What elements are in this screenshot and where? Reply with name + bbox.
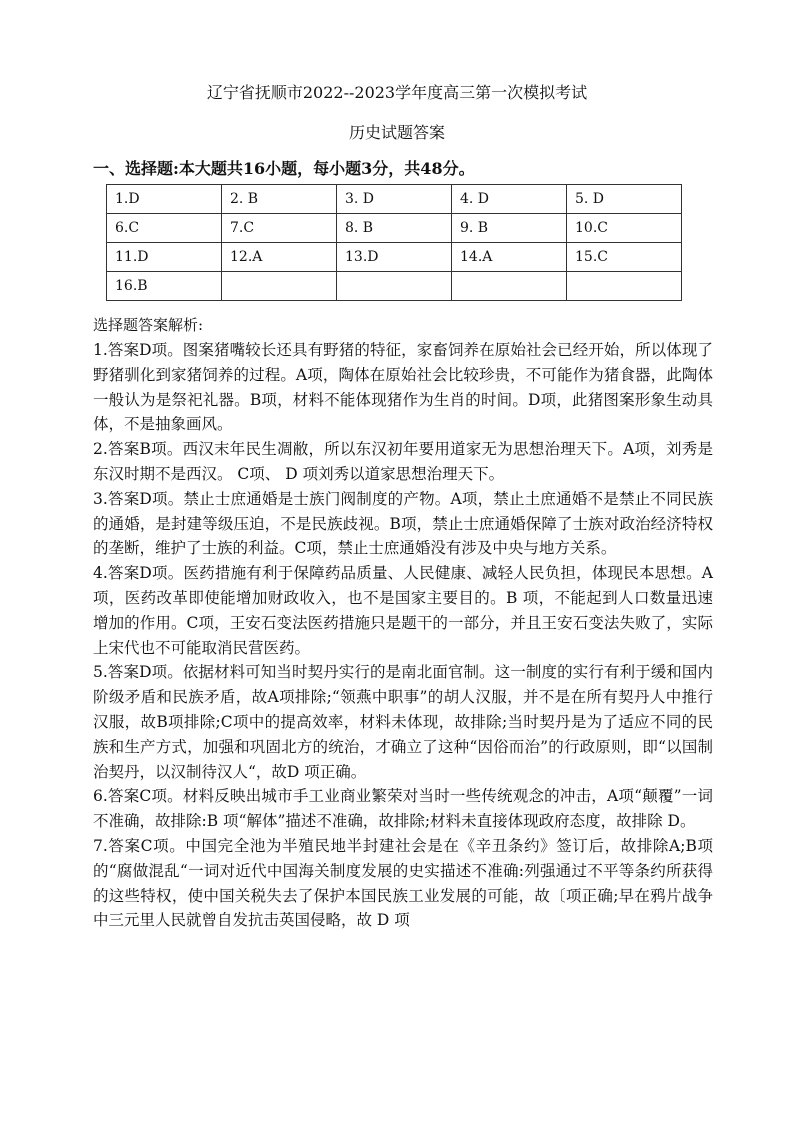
analysis-paragraph: 3.答案D项。禁止士庶通婚是士族门阀制度的产物。A项，禁止土庶通婚不是禁止不同民族的通婚，是封建等级压迫，不是民族歧视。B项，禁止士庶通婚保障了士族对政治经济特权的垄断，维护了士族的利益。C项，禁止士庶通婚没有涉及中央与地方关系。 [93, 489, 713, 558]
table-row [107, 243, 682, 272]
answer-cell [567, 272, 682, 301]
answer-cell: 15.C [567, 243, 682, 272]
answer-cell: 6.C [107, 214, 222, 243]
answer-cell: 5. D [567, 185, 682, 214]
answer-cell: 7.C [222, 214, 337, 243]
analysis-paragraph: 5.答案D项。依据材料可知当时契丹实行的是南北面官制。这一制度的实行有利于缓和国内阶级矛盾和民族矛盾，故A项排除;“领燕中职事”的胡人汉服，并不是在所有契丹人中推行汉服，故B项排除;C项中的提高效率，材料未体现，故排除;当时契丹是为了适应不同的民族和生产方式，加强和巩固北方的统治，才确立了这种“因俗而治”的行政原则，即“以国制治契丹，以汉制待汉人“，故D 项正确。 [93, 663, 713, 781]
answer-cell: 3. D [337, 185, 452, 214]
answer-cell: 4. D [452, 185, 567, 214]
answer-cell: 1.D [107, 185, 222, 214]
document-subtitle: 历史试题答案 [348, 123, 445, 142]
answer-cell: 16.B [107, 272, 222, 301]
answer-cell [452, 272, 567, 301]
analysis-paragraph: 7.答案C项。中国完全池为半殖民地半封建社会是在《辛丑条约》签订后，故排除A;B项的“腐做混乱“一词对近代中国海关制度发展的史实描述不准确:列强通过不平等条约所获得的这些特权，使中国关税失去了保护本国民族工业发展的可能，故〔项正确;早在鸦片战争中三元里人民就曾自发抗击英国侵略，故 D 项 [93, 836, 713, 930]
analysis-paragraph: 1.答案D项。图案猪嘴较长还具有野猪的特征，家畜饲养在原始社会已经开始，所以体现了野猪驯化到家猪饲养的过程。A项，陶体在原始社会比较珍贵，不可能作为猪食器，此陶体一般认为是祭祀礼器。B项，材料不能体现猪作为生肖的时间。D项，此猪图案形象生动具体，不是抽象画风。 [93, 341, 713, 434]
answer-cell: 2. B [222, 185, 337, 214]
answer-cell: 13.D [337, 243, 452, 272]
table-row [107, 214, 682, 243]
analysis-heading: 选择题答案解析: [93, 316, 204, 334]
answer-cell: 11.D [107, 243, 222, 272]
answer-cell: 12.A [222, 243, 337, 272]
answer-cell: 8. B [337, 214, 452, 243]
table-row [107, 185, 682, 214]
section-heading: 一、选择题:本大题共16小题，每小题3分，共48分。 [93, 159, 475, 178]
analysis-paragraph: 6.答案C项。材料反映出城市手工业商业繁荣对当时一些传统观念的冲击，A项“颠覆”一词不准确，故排除:B 项“解体”描述不准确，故排除;材料未直接体现政府态度，故排除 D。 [93, 787, 713, 831]
analysis-body [93, 338, 713, 933]
answer-cell: 14.A [452, 243, 567, 272]
analysis-paragraph: 2.答案B项。西汉末年民生凋敝，所以东汉初年要用道家无为思想治理天下。A项，刘秀是东汉时期不是西汉。 C项、 D 项刘秀以道家思想治理天下。 [93, 440, 713, 483]
document-title: 辽宁省抚顺市2022--2023学年度高三第一次模拟考试 [206, 83, 588, 102]
analysis-paragraph: 4.答案D项。医药措施有利于保障药品质量、人民健康、减轻人民负担，体现民本思想。A项，医药改革即使能增加财政收入，也不是国家主要目的。B 项，不能起到人口数量迅速增加的作用。C项，王安石变法医药措施只是题干的一部分，并且王安石变法失败了，实际上宋代也不可能取消民营医药。 [93, 564, 713, 657]
answer-cell: 9. B [452, 214, 567, 243]
answer-cell [337, 272, 452, 301]
table-row [107, 272, 682, 301]
answer-cell [222, 272, 337, 301]
answer-cell: 10.C [567, 214, 682, 243]
answer-table [106, 184, 682, 301]
